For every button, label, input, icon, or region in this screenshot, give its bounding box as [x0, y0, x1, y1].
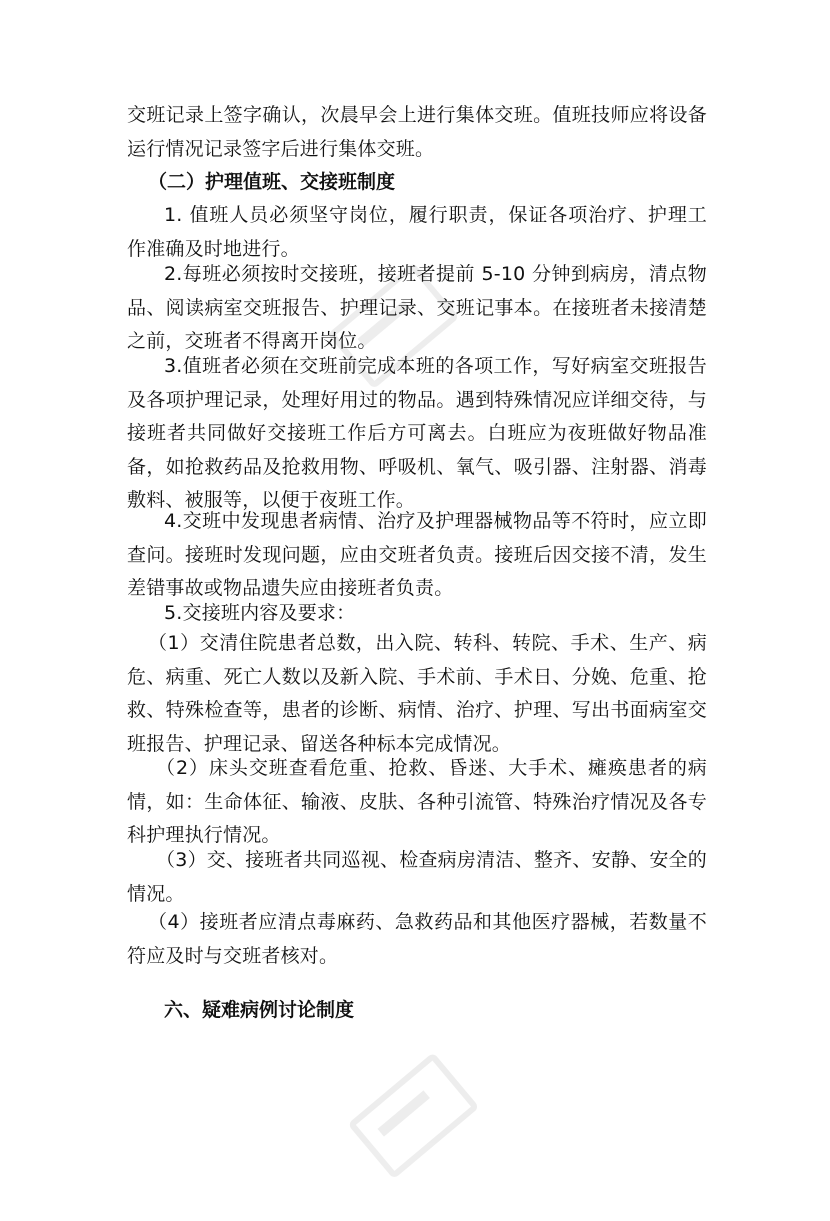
- paragraph-subitem-3: （3）交、接班者共同巡视、检查病房清洁、整齐、安静、安全的情况。: [127, 849, 707, 905]
- paragraph-item-2: 2.每班必须按时交接班，接班者提前 5-10 分钟到病房，清点物品、阅读病室交班报告、护理记录、交班记事本。在接班者未接清楚之前，交班者不得离开岗位。: [127, 263, 707, 352]
- section-heading-nursing-shift: （二）护理值班、交接班制度: [148, 171, 396, 193]
- paragraph-item-1: 1. 值班人员必须坚守岗位，履行职责，保证各项治疗、护理工作准确及时地进行。: [127, 204, 707, 260]
- paragraph-item-3: 3.值班者必须在交班前完成本班的各项工作，写好病室交班报告及各项护理记录，处理好用过的物品。遇到特殊情况应详细交待，与接班者共同做好交接班工作后方可离去。白班应为夜班做好物品准备，如抢救药品及抢救用物、呼吸机、氧气、吸引器、注射器、消毒敷料、被服等，以便于夜班工作。: [127, 355, 707, 511]
- paragraph-subitem-4: （4）接班者应清点毒麻药、急救药品和其他医疗器械，若数量不符应及时与交班者核对。: [127, 911, 707, 967]
- paragraph-item-5: 5.交接班内容及要求：: [164, 602, 356, 624]
- watermark-logo: [299, 1009, 510, 1220]
- paragraph-subitem-1: （1）交清住院患者总数，出入院、转科、转院、手术、生产、病危、病重、死亡人数以及新入院、手术前、手术日、分娩、危重、抢救、特殊检查等，患者的诊断、病情、治疗、护理、写出书面病室交班报告、护理记录、留送各种标本完成情况。: [127, 632, 707, 755]
- section-heading-difficult-cases: 六、疑难病例讨论制度: [164, 999, 355, 1021]
- paragraph-subitem-2: （2）床头交班查看危重、抢救、昏迷、大手术、瘫痪患者的病情，如：生命体征、输液、皮肤、各种引流管、特殊治疗情况及各专科护理执行情况。: [127, 757, 707, 846]
- paragraph-continuation: 交班记录上签字确认，次晨早会上进行集体交班。值班技师应将设备运行情况记录签字后进行集体交班。: [127, 104, 707, 160]
- paragraph-item-4: 4.交班中发现患者病情、治疗及护理器械物品等不符时，应立即查问。接班时发现问题，应由交班者负责。接班后因交接不清，发生差错事故或物品遗失应由接班者负责。: [127, 510, 707, 599]
